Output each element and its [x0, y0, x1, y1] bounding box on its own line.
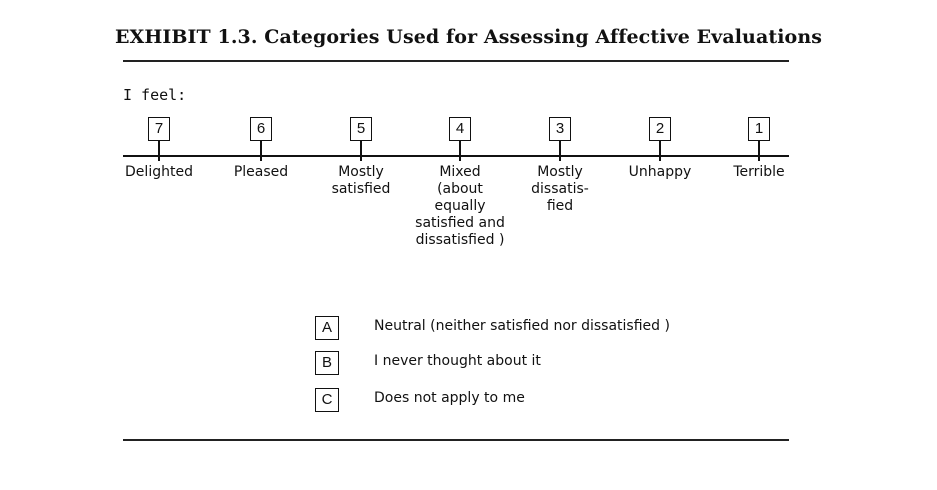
scale-tick [158, 141, 160, 161]
scale-label: Mixed (about equally satisfied and dissatisfied ) [415, 164, 505, 248]
scale-item-1 [704, 117, 814, 181]
scale-tick [260, 141, 262, 161]
option-code-box: B [315, 351, 339, 375]
scale-number-box: 3 [549, 117, 571, 141]
scale-tick [559, 141, 561, 161]
scale-number-box: 5 [350, 117, 372, 141]
scale-number-box: 7 [148, 117, 170, 141]
scale-number-box: 6 [250, 117, 272, 141]
scale-number-box: 2 [649, 117, 671, 141]
scale-label: Mostly satisfied [331, 164, 391, 197]
scale-item-2 [605, 117, 715, 181]
scale-label: Mostly dissatis- fied [531, 164, 589, 214]
scale-label: Terrible [733, 164, 785, 180]
scale-tick [360, 141, 362, 161]
scale-item-5 [306, 117, 416, 198]
bottom-rule [123, 439, 789, 441]
scale-item-4 [405, 117, 515, 249]
scale-tick [758, 141, 760, 161]
scale-tick [459, 141, 461, 161]
scale-number-box: 4 [449, 117, 471, 141]
scale-label: Unhappy [628, 164, 692, 180]
scale-tick [659, 141, 661, 161]
option-text: I never thought about it [374, 353, 541, 369]
scale-item-6 [206, 117, 316, 181]
option-text: Neutral (neither satisfied nor dissatisfied ) [374, 318, 670, 334]
prompt-text: I feel: [123, 86, 187, 104]
exhibit-title: EXHIBIT 1.3. Categories Used for Assessing Affective Evaluations [114, 26, 823, 48]
scale-item-3 [505, 117, 615, 215]
option-text: Does not apply to me [374, 390, 525, 406]
option-code-box: C [315, 388, 339, 412]
top-rule [123, 60, 789, 62]
option-code-box: A [315, 316, 339, 340]
scale-label: Delighted [125, 164, 193, 180]
scale-label: Pleased [233, 164, 289, 180]
scale-item-7 [104, 117, 214, 181]
scale-number-box: 1 [748, 117, 770, 141]
